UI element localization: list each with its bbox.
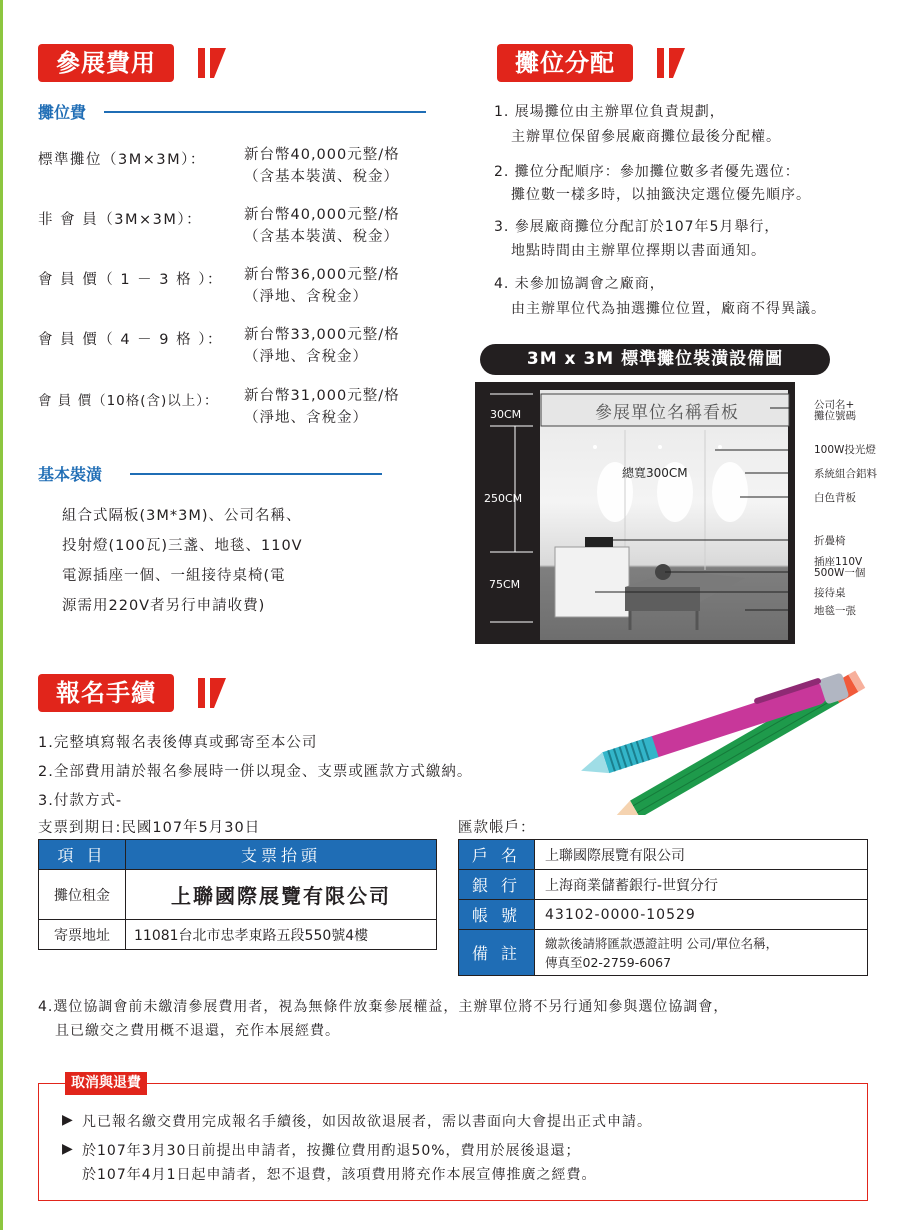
cancel-item-cont: 於107年4月1日起申請者，恕不退費，該項費用將充作本展宣傳推廣之經費。 [82,1167,597,1183]
booth-fee-rule [104,111,426,113]
check-payee: 上聯國際展覽有限公司 [126,870,437,920]
dim-label: 250CM [484,492,523,505]
title-deco-icon [196,674,230,712]
basic-decor-heading: 基本裝潢 [38,465,103,484]
booth-fee-heading: 攤位費 [38,103,87,122]
remit-account-label: 匯款帳戶： [458,820,536,836]
cancel-item: 凡已報名繳交費用完成報名手續後，如因故欲退展者，需以書面向大會提出正式申請。 [82,1114,652,1130]
check-table-header: 支票抬頭 [126,840,437,870]
dim-label: 75CM [489,578,521,591]
bank-row-label: 戶 名 [459,840,535,870]
bullet-icon: ▶ [62,1141,74,1157]
cancel-item: 於107年3月30日前提出申請者，按攤位費用酌退50%，費用於展後退還； [82,1143,581,1159]
price-value: 新台幣40,000元整/格 （含基本裝潢、稅金） [244,147,400,185]
bank-table [458,839,868,976]
remit-note: 繳款後請將匯款憑證註明 公司/單位名稱， 傳真至02-2759-6067 [535,930,868,976]
price-value: 新台幣33,000元整/格 （淨地、含稅金） [244,327,400,365]
booth-sign-text: 參展單位名稱看板 [595,403,739,423]
check-due-date: 支票到期日:民國107年5月30日 [38,820,261,836]
title-deco-icon [196,44,230,82]
booth-diagram-title: 3M x 3M 標準攤位裝潢設備圖 [480,344,830,375]
account-name: 上聯國際展覽有限公司 [535,840,868,870]
booth-width-label: 總寬300CM [622,466,688,480]
check-row-label: 寄票地址 [39,920,126,950]
mail-address: 11081台北市忠孝東路五段550號4樓 [126,920,437,950]
check-table [38,839,437,950]
bullet-icon: ▶ [62,1112,74,1128]
registration-section-title: 報名手續 [38,674,174,712]
price-value: 新台幣31,000元整/格 （淨地、含稅金） [244,388,400,426]
price-label: 會 員 價（10格(含)以上）： [38,393,219,409]
left-edge-stripe [0,0,3,1230]
basic-decor-rule [130,473,382,475]
price-label: 非 會 員（3M×3M）： [38,212,203,228]
title-deco-icon [655,44,689,82]
price-label: 會 員 價（ 4 － 9 格 ）： [38,332,223,348]
price-value: 新台幣36,000元整/格 （淨地、含稅金） [244,267,400,305]
pen-pencil-illustration [560,655,890,815]
cancellation-title: 取消與退費 [65,1072,147,1095]
step4-line2: 且已繳交之費用概不退還，充作本展經費。 [55,1023,340,1039]
allocation-section-title: 攤位分配 [497,44,633,82]
check-row-label: 攤位租金 [39,870,126,920]
bank-name: 上海商業儲蓄銀行-世貿分行 [535,870,868,900]
check-table-header: 項 目 [39,840,126,870]
bank-row-label: 帳 號 [459,900,535,930]
fees-section-title: 參展費用 [38,44,174,82]
step4-line1: 4.選位協調會前未繳清參展費用者，視為無條件放棄參展權益，主辦單位將不另行通知參與選位協調會， [38,999,729,1015]
dim-label: 30CM [490,408,522,421]
bank-row-label: 銀 行 [459,870,535,900]
price-value: 新台幣40,000元整/格 （含基本裝潢、稅金） [244,207,400,245]
price-label: 會 員 價（ 1 － 3 格 ）： [38,272,223,288]
bank-row-label: 備 註 [459,930,535,976]
price-label: 標準攤位（3M×3M）： [38,152,206,168]
account-number: 43102-0000-10529 [535,900,868,930]
